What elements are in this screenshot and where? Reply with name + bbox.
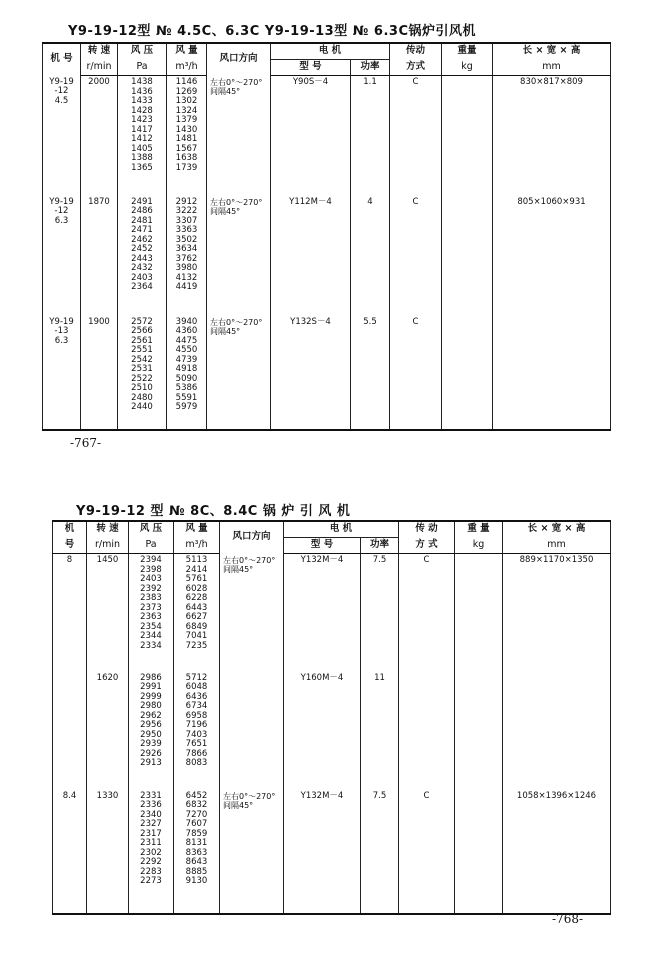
pressure-value: 2364 — [131, 282, 153, 293]
motor-type-cell — [271, 316, 351, 430]
flow-list — [174, 790, 220, 914]
flow-value: 8363 — [185, 847, 208, 858]
table-row — [53, 672, 611, 790]
drive-value: C — [412, 196, 419, 207]
flow-value: 1481 — [175, 134, 198, 145]
model-cell — [53, 672, 87, 790]
dims-cell — [503, 554, 611, 672]
pressure-value: 2344 — [140, 631, 162, 642]
flow-value: 4132 — [175, 272, 198, 283]
motor-type-value: Y132S－4 — [290, 316, 331, 327]
pressure-list — [129, 554, 174, 672]
model-cell — [53, 554, 87, 672]
model-value: Y9-19 -13 6.3 — [49, 316, 74, 346]
pressure-list — [118, 76, 167, 196]
pressure-list — [118, 196, 167, 316]
page1-table — [42, 42, 611, 431]
flow-value: 5591 — [175, 392, 198, 403]
header-dims: 长 × 宽 × 高 — [493, 43, 611, 60]
flow-value: 8885 — [185, 866, 208, 877]
motor-type-cell — [284, 672, 361, 790]
flow-list — [167, 316, 207, 430]
header-motor: 电 机 — [271, 43, 390, 60]
pressure-list — [118, 316, 167, 430]
direction-value: 左右0°～270° 间隔45° — [210, 77, 263, 96]
pressure-value: 1423 — [131, 115, 153, 126]
header-weight-unit: kg — [442, 60, 493, 76]
speed-value: 1900 — [88, 316, 110, 327]
drive-value: C — [412, 316, 419, 327]
motor-type-value: Y132M－4 — [300, 790, 344, 801]
header-pressure: 风 压 — [129, 521, 174, 538]
flow-value: 7235 — [185, 640, 208, 651]
pressure-value: 2283 — [140, 866, 162, 877]
drive-cell — [399, 790, 455, 914]
dims-cell — [503, 790, 611, 914]
header-weight-unit: kg — [455, 538, 503, 554]
pressure-value: 1433 — [131, 96, 153, 107]
header-pressure-unit: Pa — [129, 538, 174, 554]
pressure-value: 1428 — [131, 105, 153, 116]
flow-value: 5761 — [185, 574, 208, 585]
flow-value: 4475 — [175, 335, 198, 346]
pressure-value: 2440 — [131, 402, 153, 413]
flow-value: 1302 — [175, 96, 198, 107]
pressure-value: 2432 — [131, 263, 153, 274]
pressure-value: 2394 — [140, 555, 162, 565]
flow-list — [174, 554, 220, 672]
motor-type-value: Y160M－4 — [300, 672, 344, 683]
flow-value: 1379 — [175, 115, 198, 126]
pressure-value: 2939 — [140, 739, 162, 750]
flow-value: 7866 — [185, 748, 208, 759]
drive-cell — [390, 316, 442, 430]
pressure-value: 1417 — [131, 124, 153, 135]
direction-value: 左右0°～270° 间隔45° — [223, 555, 276, 574]
motor-type-value: Y90S－4 — [292, 77, 329, 87]
pressure-value: 2311 — [140, 838, 162, 849]
flow-value: 6849 — [185, 621, 208, 632]
page2-title: Y9-19-12 型 № 8C、8.4C 锅 炉 引 风 机 — [76, 504, 351, 519]
flow-value: 4360 — [175, 326, 198, 337]
speed-cell — [87, 790, 129, 914]
pressure-value: 2336 — [140, 800, 162, 811]
flow-list — [167, 76, 207, 196]
motor-power-value: 7.5 — [372, 555, 387, 565]
pressure-value: 2480 — [131, 392, 153, 403]
pressure-value: 2913 — [140, 758, 162, 769]
pressure-value: 2510 — [131, 383, 153, 394]
table-row — [43, 196, 611, 316]
direction-cell — [207, 196, 271, 316]
header-drive-2: 方式 — [390, 60, 442, 76]
header-pressure: 风 压 — [118, 43, 167, 60]
drive-cell — [390, 196, 442, 316]
flow-value: 3222 — [175, 206, 198, 217]
dims-cell — [493, 196, 611, 316]
table-row — [53, 554, 611, 672]
weight-cell — [442, 76, 493, 196]
pressure-value: 2403 — [140, 574, 162, 585]
flow-value: 3980 — [175, 263, 198, 274]
speed-cell — [81, 196, 118, 316]
flow-value: 6228 — [185, 593, 208, 604]
dims-cell — [493, 316, 611, 430]
header-speed-unit: r/min — [81, 60, 118, 76]
header-dims-unit: mm — [503, 538, 611, 554]
motor-power-value: 11 — [374, 672, 385, 683]
speed-value: 1870 — [88, 196, 110, 207]
pressure-value: 2491 — [131, 196, 153, 207]
dims-value: 830×817×809 — [520, 77, 583, 87]
motor-power-cell — [351, 196, 390, 316]
header-weight: 重量 — [442, 43, 493, 60]
motor-type-cell — [271, 76, 351, 196]
speed-value: 2000 — [88, 77, 110, 87]
flow-value: 1269 — [175, 86, 198, 97]
pressure-value: 2331 — [140, 790, 162, 801]
pressure-value: 2471 — [131, 225, 153, 236]
pressure-value: 2383 — [140, 593, 162, 604]
flow-value: 5386 — [175, 383, 198, 394]
pressure-value: 2561 — [131, 335, 153, 346]
pressure-list — [129, 790, 174, 914]
flow-list — [174, 672, 220, 790]
flow-value: 7859 — [185, 828, 208, 839]
pressure-value: 2273 — [140, 876, 162, 887]
dims-cell — [503, 672, 611, 790]
flow-list — [167, 196, 207, 316]
header-speed-unit: r/min — [87, 538, 129, 554]
direction-cell — [207, 316, 271, 430]
pressure-value: 2392 — [140, 583, 162, 594]
flow-value: 3762 — [175, 253, 198, 264]
speed-cell — [87, 672, 129, 790]
model-value: 8.4 — [62, 790, 77, 801]
flow-value: 5090 — [175, 373, 198, 384]
pressure-value: 2486 — [131, 206, 153, 217]
model-value: 8 — [66, 555, 73, 565]
direction-cell — [220, 554, 284, 672]
header-model: 机 — [53, 521, 87, 538]
flow-value: 8643 — [185, 857, 208, 868]
motor-power-cell — [361, 554, 399, 672]
pressure-value: 1365 — [131, 162, 153, 173]
flow-value: 3307 — [175, 215, 198, 226]
header-motor-type: 型 号 — [271, 60, 351, 76]
flow-value: 2414 — [185, 564, 208, 575]
flow-value: 6436 — [185, 691, 208, 702]
page1-number: -767- — [70, 436, 102, 450]
direction-cell — [220, 790, 284, 914]
flow-value: 4419 — [175, 282, 198, 293]
pressure-value: 2292 — [140, 857, 162, 868]
flow-value: 9130 — [185, 876, 208, 887]
flow-value: 3363 — [175, 225, 198, 236]
model-cell — [43, 316, 81, 430]
pressure-value: 1388 — [131, 153, 153, 164]
pressure-value: 2373 — [140, 602, 162, 613]
header-motor-type: 型 号 — [284, 538, 361, 554]
weight-cell — [442, 196, 493, 316]
model-value: Y9-19 -12 6.3 — [49, 196, 74, 226]
flow-value: 4918 — [175, 364, 198, 375]
speed-value: 1620 — [96, 672, 119, 683]
header-flow-unit: m³/h — [174, 538, 220, 554]
pressure-value: 2462 — [131, 234, 153, 245]
page2-number: -768- — [552, 912, 584, 926]
flow-value: 7270 — [185, 809, 208, 820]
table-row — [53, 790, 611, 914]
flow-value: 6048 — [185, 682, 208, 693]
pressure-value: 1438 — [131, 77, 153, 87]
header-flow: 风 量 — [174, 521, 220, 538]
pressure-value: 2566 — [131, 326, 153, 337]
motor-type-value: Y132M－4 — [300, 555, 344, 565]
speed-cell — [81, 316, 118, 430]
flow-value: 7196 — [185, 720, 208, 731]
pressure-value: 2551 — [131, 345, 153, 356]
motor-power-value: 5.5 — [363, 316, 377, 327]
motor-type-cell — [271, 196, 351, 316]
header-drive-2: 方 式 — [399, 538, 455, 554]
speed-value: 1450 — [96, 555, 119, 565]
header-pressure-unit: Pa — [118, 60, 167, 76]
pressure-value: 2542 — [131, 354, 153, 365]
flow-value: 1739 — [175, 162, 198, 173]
flow-value: 1638 — [175, 153, 198, 164]
pressure-list — [129, 672, 174, 790]
speed-value: 1330 — [96, 790, 119, 801]
page1-title: Y9-19-12型 № 4.5C、6.3C Y9-19-13型 № 6.3C锅炉引风机 — [68, 24, 476, 39]
pressure-value: 2481 — [131, 215, 153, 226]
dims-value: 805×1060×931 — [517, 196, 586, 207]
speed-cell — [87, 554, 129, 672]
model-cell — [53, 790, 87, 914]
header-motor-power: 功率 — [361, 538, 399, 554]
motor-power-cell — [361, 672, 399, 790]
header-speed: 转 速 — [81, 43, 118, 60]
motor-power-value: 4 — [367, 196, 373, 207]
header-direction: 风口方向 — [207, 43, 271, 76]
motor-type-cell — [284, 790, 361, 914]
pressure-value: 2317 — [140, 828, 162, 839]
pressure-value: 2363 — [140, 612, 162, 623]
flow-value: 7041 — [185, 631, 208, 642]
pressure-value: 2354 — [140, 621, 162, 632]
speed-cell — [81, 76, 118, 196]
pressure-value: 2398 — [140, 564, 162, 575]
pressure-value: 2327 — [140, 819, 162, 830]
pressure-value: 1412 — [131, 134, 153, 145]
pressure-value: 2340 — [140, 809, 162, 820]
drive-cell — [399, 672, 455, 790]
drive-cell — [390, 76, 442, 196]
flow-value: 6958 — [185, 710, 208, 721]
flow-value: 3634 — [175, 244, 198, 255]
header-flow: 风 量 — [167, 43, 207, 60]
flow-value: 7607 — [185, 819, 208, 830]
header-motor-power: 功率 — [351, 60, 390, 76]
motor-power-cell — [351, 76, 390, 196]
pressure-value: 2980 — [140, 701, 162, 712]
pressure-value: 2926 — [140, 748, 162, 759]
motor-type-cell — [284, 554, 361, 672]
header-weight: 重 量 — [455, 521, 503, 538]
dims-value: 1058×1396×1246 — [516, 790, 597, 801]
flow-value: 7651 — [185, 739, 208, 750]
pressure-value: 1405 — [131, 143, 153, 154]
drive-value: C — [412, 77, 419, 87]
flow-value: 1430 — [175, 124, 198, 135]
weight-cell — [455, 790, 503, 914]
flow-value: 4739 — [175, 354, 198, 365]
drive-value: C — [423, 790, 430, 801]
pressure-value: 2531 — [131, 364, 153, 375]
flow-value: 3940 — [175, 316, 198, 327]
pressure-value: 2991 — [140, 682, 162, 693]
motor-power-value: 7.5 — [372, 790, 387, 801]
flow-value: 5979 — [175, 402, 198, 413]
drive-value: C — [423, 555, 430, 565]
flow-value: 1146 — [175, 77, 198, 87]
flow-value: 8083 — [185, 758, 208, 769]
motor-type-value: Y112M－4 — [289, 196, 332, 207]
weight-cell — [455, 672, 503, 790]
flow-value: 6443 — [185, 602, 208, 613]
motor-power-cell — [351, 316, 390, 430]
header-speed: 转 速 — [87, 521, 129, 538]
dims-value: 889×1170×1350 — [519, 555, 594, 565]
header-drive: 传 动 — [399, 521, 455, 538]
flow-value: 6832 — [185, 800, 208, 811]
pressure-value: 1436 — [131, 86, 153, 97]
header-motor: 电 机 — [284, 521, 399, 538]
direction-value: 左右0°～270° 间隔45° — [223, 791, 276, 810]
direction-value: 左右0°～270° 间隔45° — [210, 197, 263, 216]
motor-power-value: 1.1 — [363, 77, 377, 87]
header-dims: 长 × 宽 × 高 — [503, 521, 611, 538]
flow-value: 4550 — [175, 345, 198, 356]
flow-value: 6627 — [185, 612, 208, 623]
flow-value: 3502 — [175, 234, 198, 245]
flow-value: 6734 — [185, 701, 208, 712]
table-row — [43, 316, 611, 430]
flow-value: 6028 — [185, 583, 208, 594]
pressure-value: 2302 — [140, 847, 162, 858]
pressure-value: 2522 — [131, 373, 153, 384]
table-row — [43, 76, 611, 196]
header-model: 机 号 — [43, 43, 81, 76]
pressure-value: 2334 — [140, 640, 162, 651]
dims-cell — [493, 76, 611, 196]
pressure-value: 2443 — [131, 253, 153, 264]
drive-cell — [399, 554, 455, 672]
pressure-value: 2950 — [140, 729, 162, 740]
pressure-value: 2572 — [131, 316, 153, 327]
flow-value: 1324 — [175, 105, 198, 116]
weight-cell — [455, 554, 503, 672]
flow-value: 1567 — [175, 143, 198, 154]
model-cell — [43, 76, 81, 196]
pressure-value: 2999 — [140, 691, 162, 702]
page2-table — [52, 520, 611, 915]
header-dims-unit: mm — [493, 60, 611, 76]
pressure-value: 2956 — [140, 720, 162, 731]
pressure-value: 2986 — [140, 672, 162, 683]
pressure-value: 2403 — [131, 272, 153, 283]
motor-power-cell — [361, 790, 399, 914]
flow-value: 2912 — [175, 196, 198, 207]
model-value: Y9-19 -12 4.5 — [49, 76, 74, 106]
flow-value: 6452 — [185, 790, 208, 801]
pressure-value: 2962 — [140, 710, 162, 721]
weight-cell — [442, 316, 493, 430]
header-model-2: 号 — [53, 538, 87, 554]
flow-value: 7403 — [185, 729, 208, 740]
flow-value: 5712 — [185, 672, 208, 683]
direction-cell — [207, 76, 271, 196]
direction-cell — [220, 672, 284, 790]
header-drive: 传动 — [390, 43, 442, 60]
flow-value: 8131 — [185, 838, 208, 849]
header-direction: 风口方向 — [220, 521, 284, 554]
direction-value: 左右0°～270° 间隔45° — [210, 317, 263, 336]
model-cell — [43, 196, 81, 316]
flow-value: 5113 — [185, 555, 208, 565]
header-flow-unit: m³/h — [167, 60, 207, 76]
pressure-value: 2452 — [131, 244, 153, 255]
